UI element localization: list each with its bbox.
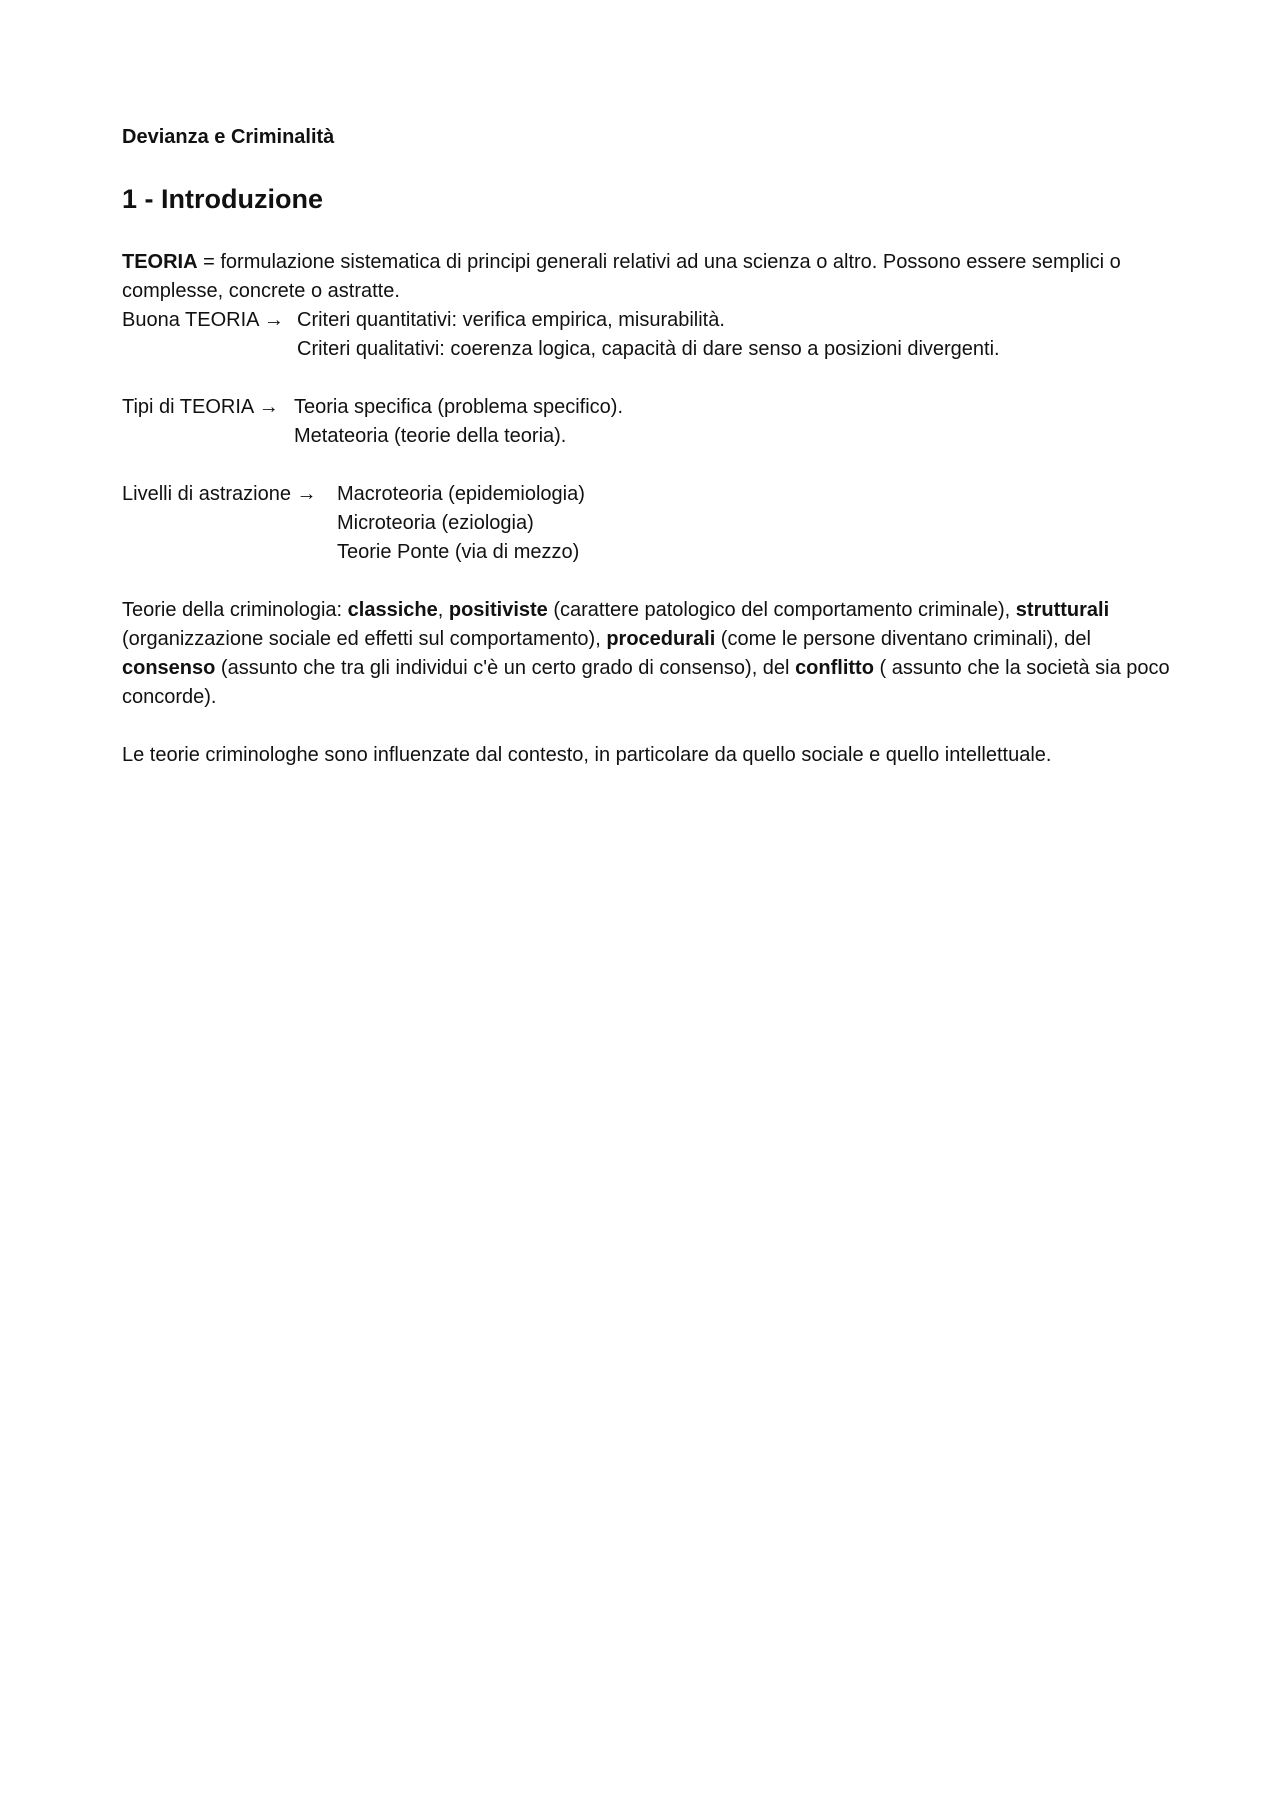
- tipi-teoria-item: Teoria specifica (problema specifico).: [294, 396, 624, 418]
- tipi-teoria-label: Tipi di TEORIA →: [122, 396, 279, 418]
- conclusion-paragraph: Le teorie criminologhe sono influenzate dal contesto, in particolare da quello sociale e quello intellettuale.: [122, 744, 1052, 766]
- term-consenso: consenso: [122, 657, 216, 679]
- teoria-definition-text: = formulazione sistematica di principi generali relativi ad una scienza o altro. Possono essere semplici o complesse, concrete o astratte.: [122, 251, 1121, 302]
- teorie-intro: Teorie della criminologia:: [122, 599, 348, 621]
- text-segment: (organizzazione sociale ed effetti sul comportamento),: [122, 628, 607, 650]
- buona-teoria-label: Buona TEORIA →: [122, 309, 284, 331]
- teorie-criminologia-paragraph: [122, 596, 1172, 712]
- teoria-definition: [122, 248, 1172, 306]
- text-segment: ( assunto che la società sia poco concorde).: [122, 657, 1170, 708]
- text-segment: (come le persone diventano criminali), del: [715, 628, 1091, 650]
- tipi-teoria-item: Metateoria (teorie della teoria).: [294, 425, 567, 447]
- term-strutturali: strutturali: [1015, 599, 1110, 621]
- term-procedurali: procedurali: [606, 628, 716, 650]
- buona-teoria-item: Criteri quantitativi: verifica empirica, misurabilità.: [297, 309, 725, 331]
- section-heading: 1 - Introduzione: [122, 184, 323, 214]
- livelli-item: Teorie Ponte (via di mezzo): [337, 541, 580, 563]
- livelli-item: Macroteoria (epidemiologia): [337, 483, 585, 505]
- term-positiviste: positiviste: [448, 599, 548, 621]
- text-segment: (carattere patologico del comportamento criminale),: [547, 599, 1016, 621]
- livelli-item: Microteoria (eziologia): [337, 512, 534, 534]
- teoria-term: TEORIA: [122, 251, 198, 273]
- text-segment: (assunto che tra gli individui c'è un certo grado di consenso), del: [215, 657, 796, 679]
- livelli-label: Livelli di astrazione →: [122, 483, 317, 505]
- buona-teoria-item: Criteri qualitativi: coerenza logica, capacità di dare senso a posizioni divergenti.: [297, 338, 1000, 360]
- text-segment: ,: [437, 599, 449, 621]
- term-conflitto: conflitto: [795, 657, 874, 679]
- term-classiche: classiche: [347, 599, 438, 621]
- document-title: Devianza e Criminalità: [122, 126, 335, 148]
